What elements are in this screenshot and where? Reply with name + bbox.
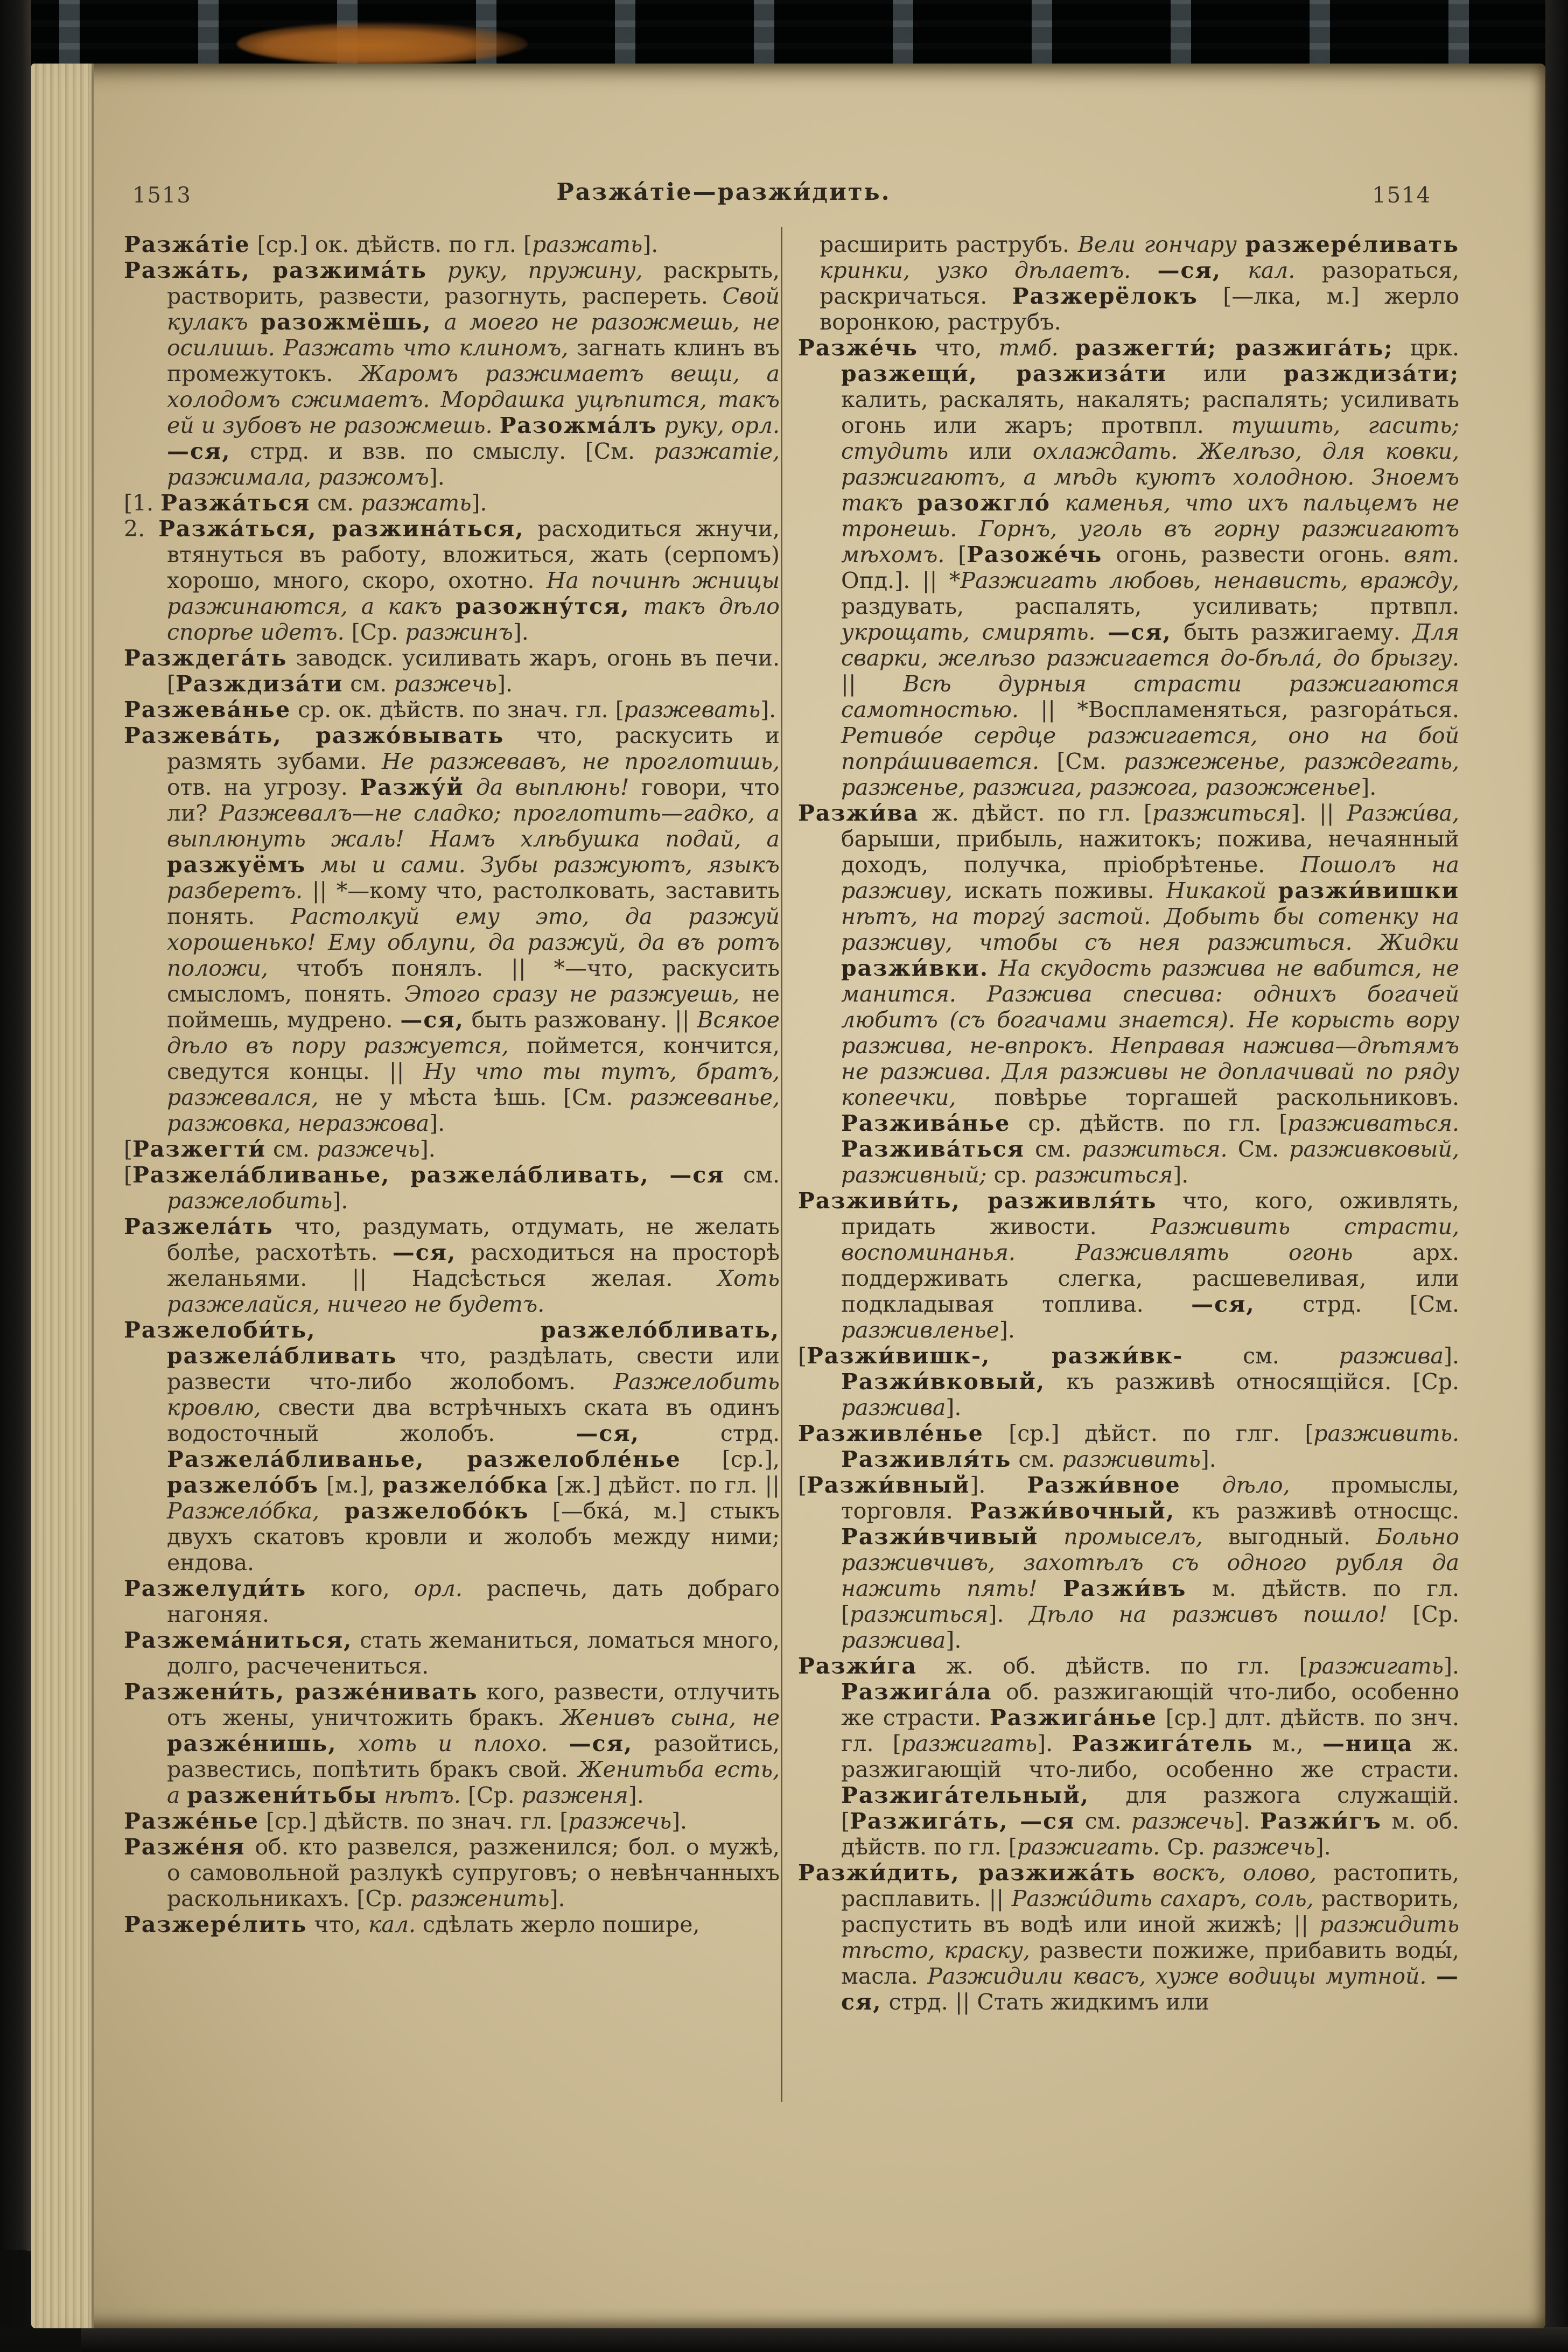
dictionary-entry: [1. Разжа́ться см. разжать]. [124,490,487,516]
dictionary-entry: Разжи́ва ж. дѣйст. по гл. [разжиться]. || Разжи́ва, барыши, прибыль, нажитокъ; пожива, нечаянный доходъ, получка, пріобрѣтенье. Пошолъ на разживу, искать поживы. Никакой разжи́вишки нѣтъ, на торгу́ застой. Добыть бы сотенку на разживу, чтобы съ нея разжиться. Жидки разжи́вки. На скудость разжива не вабится, не манится. Разжива спесива: однихъ богачей любитъ (съ богачами знается). Не корысть вору разжива, не-впрокъ. Неправая нажива—дѣтямъ не разжива. Для разживы не доплачивай по ряду копеечки, повѣрье торгашей раскольниковъ. Разжива́нье ср. дѣйств. по гл. [разживаться. Разжива́ться см. разжиться. См. разживковый, разживный; ср. разжиться]. [798,800,1459,1188]
text-column-left [124,232,780,1937]
dictionary-entry: Разжелуди́ть кого, орл. распечь, дать добраго нагоняя. [124,1576,780,1627]
dictionary-entry: Разжени́ть, разже́нивать кого, развести, отлучить отъ жены, уничтожить бракъ. Женивъ сына, не разже́нишь, хоть и плохо. —ся, разойтись, развестись, попѣтить бракъ свой. Женитьба есть, а разжени́тьбы нѣтъ. [Ср. разженя]. [124,1679,780,1808]
book-cover-top-edge [0,0,1568,66]
dictionary-entry: [Разжи́вный]. Разжи́вное дѣло, промыслы, торговля. Разжи́вочный, къ разживѣ относщс. Разжи́вчивый промыселъ, выгодный. Больно разживчивъ, захотѣлъ съ одного рубля да нажить пять! Разжи́въ м. дѣйств. по гл. [разжиться]. Дѣло на разживъ пошло! [Ср. разжива]. [798,1472,1460,1653]
dictionary-entry: Разжи́дить, разжижа́ть воскъ, олово, растопить, расплавить. || Разжи́дить сахаръ, соль, растворить, распустить въ водѣ или иной жижѣ; || разжидить тѣсто, краску, развести пожиже, прибавить воды́, масла. Разжидили квасъ, хуже водицы мутной. —ся, стрд. || Стать жидкимъ или [798,1860,1459,2015]
dictionary-entry: Разжелоби́ть, разжело́бливать, разжела́бливать что, раздѣлать, свести или развести что-либо жолобомъ. Разжелобить кровлю, свести два встрѣчныхъ ската въ одинъ водосточный жолобъ. —ся, стрд. Разжела́бливанье, разжелобле́нье [ср.], разжело́бъ [м.], разжело́бка [ж.] дѣйст. по гл. || Разжело́бка, разжелобо́къ [—бка́, м.] стыкъ двухъ скатовъ кровли и жолобъ между ними; ендова. [124,1317,780,1576]
page-number-right: 1514 [1372,183,1431,208]
dictionary-entry: Разжева́нье ср. ок. дѣйств. по знач. гл. [разжевать]. [124,697,776,723]
running-title: Разжа́тіе—разжи́дить. [556,179,891,206]
dictionary-entry: расширить раструбъ. Вели гончару разжере́ливать кринки, узко дѣлаетъ. —ся, кал. разораться, раскричаться. Разжерёлокъ [—лка, м.] жерло воронкою, раструбъ. [820,232,1460,335]
dictionary-entry: Разжа́тіе [ср.] ок. дѣйств. по гл. [разжать]. [124,232,659,257]
book-cover-right-edge [1545,0,1568,2352]
rust-debris [237,23,528,65]
dictionary-entry: Разже́ня об. кто развелся, разженился; бол. о мужѣ, о самовольной разлукѣ супруговъ; о невѣнчанныхъ раскольникахъ. [Ср. разженить]. [124,1834,780,1912]
dictionary-entry: Разжема́ниться, стать жеманиться, ломаться много, долго, расчечениться. [124,1627,780,1679]
dictionary-entry: [Разжегти́ см. разжечь]. [124,1136,436,1162]
dictionary-entry: Разжа́ть, разжима́ть руку, пружину, раскрыть, растворить, развести, разогнуть, распереть. Свой кулакъ разожмёшь, а моего не разожмешь, не осилишь. Разжать что клиномъ, загнать клинъ въ промежутокъ. Жаромъ разжимаетъ вещи, а холодомъ сжимаетъ. Мордашка уцѣпится, такъ ей и зубовъ не разожмешь. Разожма́лъ руку, орл. —ся, стрд. и взв. по смыслу. [См. разжатіе, разжимала, разжомъ]. [124,257,780,490]
column-divider-rule [781,227,782,2102]
dictionary-entry: Разждега́ть заводск. усиливать жаръ, огонь въ печи. [Разждиза́ти см. разжечь]. [124,645,780,697]
dictionary-entry: Разживи́ть, разживля́ть что, кого, оживлять, придать живости. Разживить страсти, воспоминанья. Разживлять огонь арх. поддерживать слегка, расшевеливая, или подкладывая топлива. —ся, стрд. [См. разживленье]. [798,1188,1459,1343]
dictionary-entry: Разжере́лить что, кал. сдѣлать жерло пошире, [124,1912,700,1937]
dictionary-entry: [Разжела́бливанье, разжела́бливать, —ся см. разжелобить]. [124,1162,780,1214]
book-cover-left-edge [0,0,31,2352]
page-stack-edges [31,64,94,2328]
page-number-left: 1513 [132,183,192,208]
dictionary-entry: Разживле́нье [ср.] дѣйст. по глг. [разживить. Разживля́ть см. разживить]. [798,1420,1459,1472]
dictionary-entry: 2. Разжа́ться, разжина́ться, расходиться жнучи, втянуться въ работу, вложиться, жать (серпомъ) хорошо, много, скоро, охотно. На починѣ жницы разжинаются, а какъ разожну́тся, такъ дѣло спорѣе идетъ. [Ср. разжинъ]. [124,516,780,645]
dictionary-entry: Разжела́ть что, раздумать, отдумать, не желать болѣе, расхотѣть. —ся, расходиться на просторѣ желаньями. || Надсѣсться желая. Хоть разжелайся, ничего не будетъ. [124,1214,780,1317]
dictionary-entry: Разжи́га ж. об. дѣйств. по гл. [разжигать]. Разжига́ла об. разжигающій что-либо, особенно же страсти. Разжига́нье [ср.] длт. дѣйств. по знч. гл. [разжигать]. Разжига́тель м., —ница ж. разжигающій что-либо, особенно же страсти. Разжига́тельный, для разжога служащій. [Разжига́ть, —ся см. разжечь]. Разжи́гъ м. об. дѣйств. по гл. [разжигать. Ср. разжечь]. [798,1653,1459,1860]
dictionary-page [31,64,1545,2328]
dictionary-entry: Разже́чь что, тмб. разжегти́; разжига́ть; црк. разжещи́, разжиза́ти или разждиза́ти; калить, раскалять, накалять; распалять; усиливать огонь или жаръ; протвпл. тушить, гасить; студить или охлаждать. Желѣзо, для ковки, разжигаютъ, а мѣдь куютъ холодною. Зноемъ такъ разожгло́ каменья, что ихъ пальцемъ не тронешь. Горнъ, уголь въ горну разжигаютъ мѣхомъ. [Разоже́чь огонь, развести огонь. вят. Опд.]. || *Разжигать любовь, ненависть, вражду, раздувать, распалять, усиливать; пртвпл. укрощать, смирять. —ся, быть разжигаему. Для сварки, желѣзо разжигается до-бѣла́, до брызгу. || Всѣ дурныя страсти разжигаются самотностью. || *Воспламеняться, разгора́ться. Ретиво́е сердце разжигается, оно на бой попра́шивается. [См. разжеженье, разждегать, разженье, разжига, разжога, разожженье]. [798,335,1460,800]
book-cover-bottom-edge [0,2327,1568,2352]
dictionary-entry: [Разжи́вишк-, разжи́вк- см. разжива]. Разжи́вковый, къ разживѣ относящійся. [Ср. разжива]. [798,1343,1460,1420]
dictionary-entry: Разжева́ть, разжо́вывать что, раскусить и размять зубами. Не разжевавъ, не проглотишь, отв. на угрозу. Разжу́й да выплюнь! говори, что ли? Разжевалъ—не сладко; проглотить—гадко, а выплюнуть жаль! Намъ хлѣбушка подай, а разжуёмъ мы и сами. Зубы разжуютъ, языкъ разберетъ. || *—кому что, растолковать, заставить понять. Растолкуй ему это, да разжуй хорошенько! Ему облупи, да разжуй, да въ ротъ положи, чтобъ понялъ. || *—что, раскусить смысломъ, понять. Этого сразу не разжуешь, не поймешь, мудрено. —ся, быть разжовану. || Всякое дѣло въ пору разжуется, поймется, кончится, сведутся концы. || Ну что ты тутъ, братъ, разжевался, не у мѣста ѣшь. [См. разжеванье, разжовка, неразжова]. [124,723,780,1136]
text-column-right [798,232,1459,2015]
dictionary-entry: Разже́нье [ср.] дѣйств. по знач. гл. [разжечь]. [124,1808,688,1834]
